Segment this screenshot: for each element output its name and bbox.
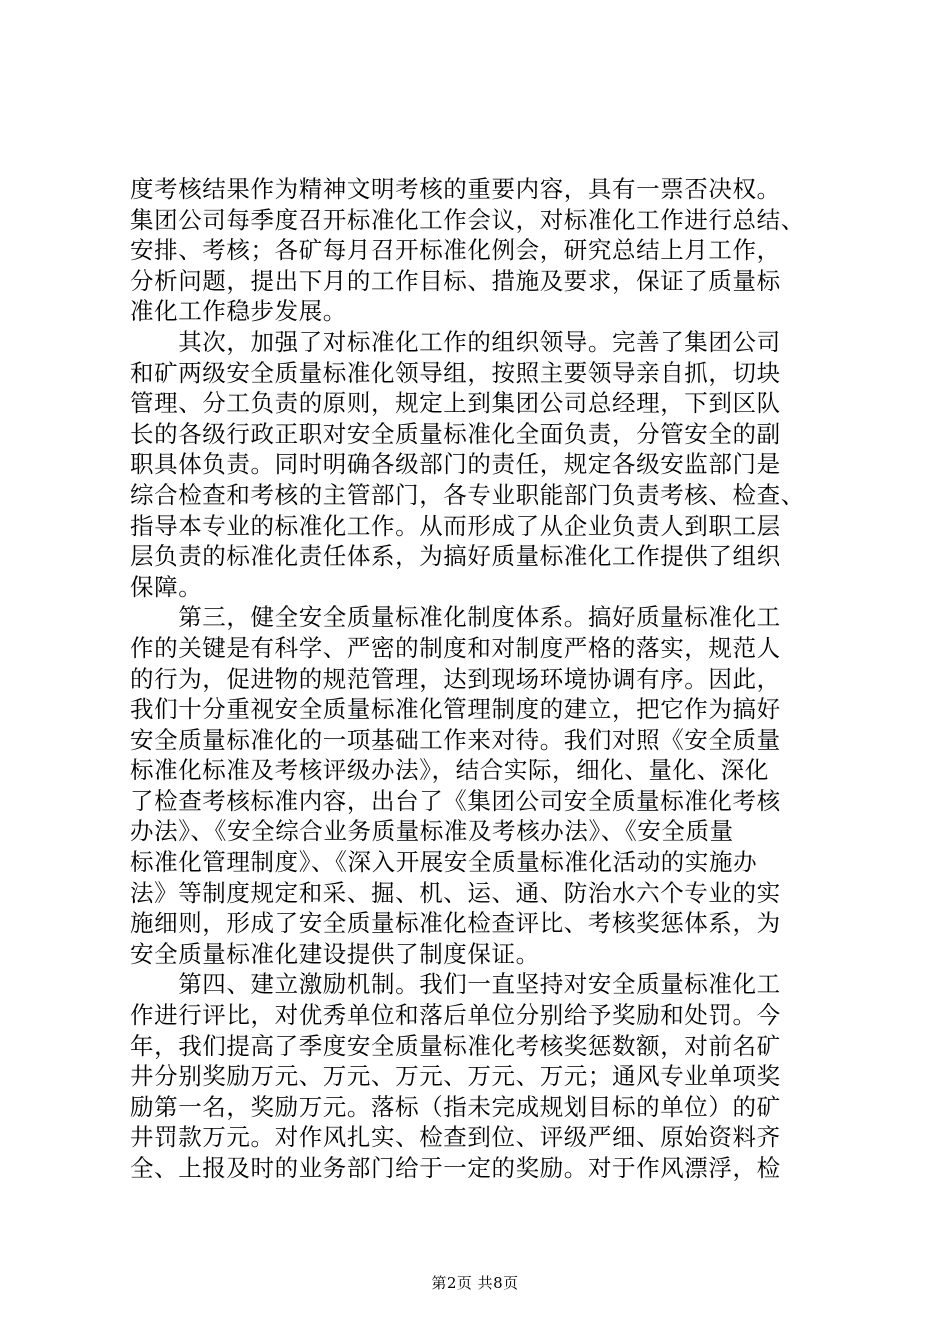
text-line: 安全质量标准化的一项基础工作来对待。我们对照《安全质量 [130,725,781,754]
text-line: 综合检查和考核的主管部门，各专业职能部门负责考核、检查、 [130,480,805,509]
text-line: 第四、建立激励机制。我们一直坚持对安全质量标准化工 [130,970,781,999]
text-line: 其次，加强了对标准化工作的组织领导。完善了集团公司 [130,327,781,356]
body-text [130,174,835,1184]
text-line: 层负责的标准化责任体系，为搞好质量标准化工作提供了组织 [130,542,781,571]
text-line: 我们十分重视安全质量标准化管理制度的建立，把它作为搞好 [130,695,781,724]
text-line: 办法》、《安全综合业务质量标准及考核办法》、《安全质量 [130,817,734,846]
text-line: 标准化标准及考核评级办法》，结合实际，细化、量化、深化 [130,756,769,785]
text-line: 保障。 [130,572,203,601]
text-line: 励第一名，奖励万元。落标（指未完成规划目标的单位）的矿 [130,1092,781,1121]
text-line: 标准化管理制度》、《深入开展安全质量标准化活动的实施办 [130,848,758,877]
text-line: 指导本专业的标准化工作。从而形成了从企业负责人到职工层 [130,511,781,540]
text-line: 法》等制度规定和采、掘、机、运、通、防治水六个专业的实 [130,878,781,907]
text-line: 集团公司每季度召开标准化工作会议，对标准化工作进行总结、 [130,205,805,234]
text-line: 职具体负责。同时明确各级部门的责任，规定各级安监部门是 [130,450,781,479]
text-line: 长的各级行政正职对安全质量标准化全面负责，分管安全的副 [130,419,781,448]
text-line: 管理、分工负责的原则，规定上到集团公司总经理，下到区队 [130,389,781,418]
text-line: 井罚款万元。对作风扎实、检查到位、评级严细、原始资料齐 [130,1123,781,1152]
text-line: 的行为，促进物的规范管理，达到现场环境协调有序。因此， [130,664,781,693]
text-line: 度考核结果作为精神文明考核的重要内容，具有一票否决权。 [130,175,781,203]
text-line: 第三，健全安全质量标准化制度体系。搞好质量标准化工 [130,603,781,632]
text-line: 全、上报及时的业务部门给于一定的奖励。对于作风漂浮，检 [130,1154,781,1182]
text-line: 施细则，形成了安全质量标准化检查评比、考核奖惩体系，为 [130,909,781,938]
page-footer: 第2页 共8页 [431,1274,519,1292]
text-line: 安全质量标准化建设提供了制度保证。 [130,939,540,968]
text-line: 安排、考核；各矿每月召开标准化例会，研究总结上月工作， [130,236,781,265]
text-line: 作进行评比，对优秀单位和落后单位分别给予奖励和处罚。今 [130,1001,781,1030]
text-line: 了检查考核标准内容，出台了《集团公司安全质量标准化考核 [130,786,781,815]
text-line: 作的关键是有科学、严密的制度和对制度严格的落实，规范人 [130,633,781,662]
text-line: 和矿两级安全质量标准化领导组，按照主要领导亲自抓，切块 [130,358,781,387]
text-line: 分析问题，提出下月的工作目标、措施及要求，保证了质量标 [130,266,781,295]
text-line: 准化工作稳步发展。 [130,297,347,326]
text-line: 年，我们提高了季度安全质量标准化考核奖惩数额，对前名矿 [130,1031,781,1060]
text-line: 井分别奖励万元、万元、万元、万元、万元；通风专业单项奖 [130,1062,781,1091]
